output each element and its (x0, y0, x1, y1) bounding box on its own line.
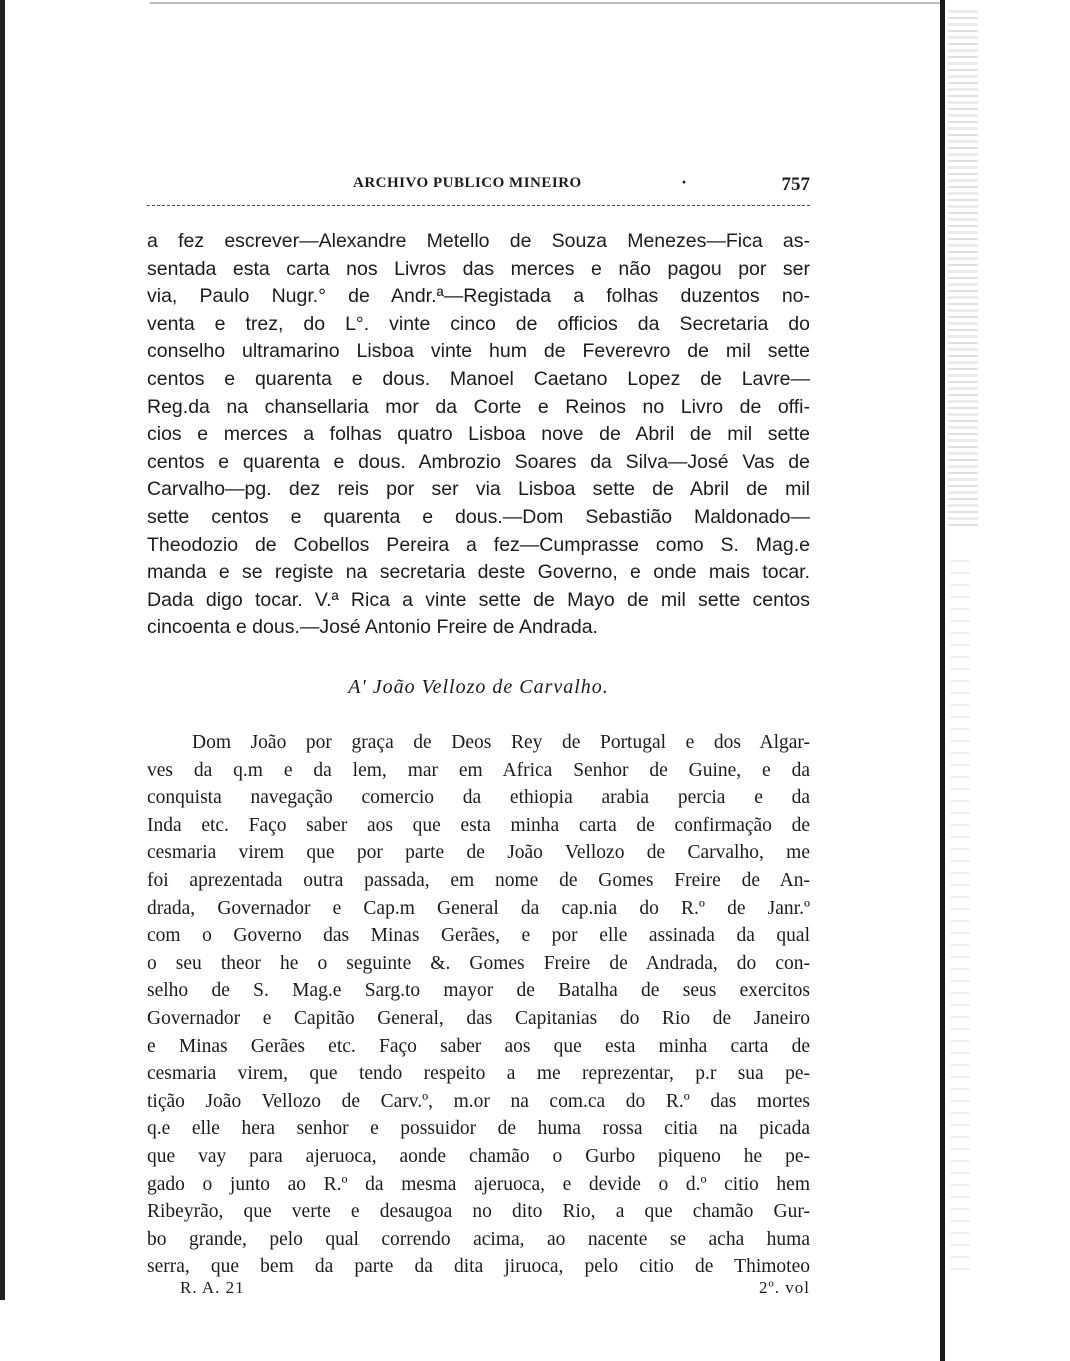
paragraph-continuation (147, 228, 810, 642)
text-line: manda e se registe na secretaria deste Governo, e onde mais tocar. (147, 561, 810, 584)
page-footer (180, 1278, 810, 1304)
text-line: conquista navegação comercio da ethiopia arabia percia e da (147, 787, 810, 809)
text-line: centos e quarenta e dous. Ambrozio Soares da Silva—José Vas de (147, 450, 810, 473)
text-line: Ribeyrão, que verte e desaugoa no dito Rio, a que chamão Gur- (147, 1201, 810, 1223)
page-number: 757 (781, 174, 810, 195)
page-left-edge-gap (0, 1300, 5, 1361)
text-line: Governador e Capitão General, das Capitanias do Rio de Janeiro (147, 1007, 810, 1029)
text-line: Dom João por graça de Deos Rey de Portugal e dos Algar- (192, 732, 810, 753)
running-header-title: ARCHIVO PUBLICO MINEIRO (353, 175, 582, 191)
text-line: gado o junto ao R.º da mesma ajeruoca, e devide o d.º citio hem (147, 1173, 810, 1195)
text-line: Dada digo tocar. V.ª Rica a vinte sette de Mayo de mil sette centos (147, 588, 810, 611)
running-header (147, 172, 810, 202)
page-left-edge (0, 0, 5, 1361)
text-line: venta e trez, do L°. vinte cinco de officios da Secretaria do (147, 312, 810, 335)
text-line: o seu theor he o seguinte &. Gomes Freire de Andrada, do con- (147, 952, 810, 974)
book-spine-edge (940, 0, 1070, 1361)
spine-texture-lower (950, 560, 970, 1280)
text-line: a fez escrever—Alexandre Metello de Souza Menezes—Fica as- (147, 230, 810, 252)
text-line: centos e quarenta e dous. Manoel Caetano Lopez de Lavre— (147, 367, 810, 390)
text-line: cesmaria virem que por parte de João Vellozo de Carvalho, me (147, 842, 810, 864)
section-heading: A' João Vellozo de Carvalho. (348, 676, 609, 698)
text-line: serra, que bem da parte da dita jiruoca, pelo citio de Thimoteo (147, 1256, 810, 1278)
text-line: selho de S. Mag.e Sarg.to mayor de Batalha de seus exercitos (147, 980, 810, 1002)
text-line: sentada esta carta nos Livros das merces e não pagou por ser (147, 257, 810, 280)
text-line: que vay para ajeruoca, aonde chamão o Gurbo piqueno he pe- (147, 1145, 810, 1167)
paragraph-letter (147, 729, 810, 1281)
text-line: Reg.da na chansellaria mor da Corte e Reinos no Livro de offi- (147, 395, 810, 418)
text-line: conselho ultramarino Lisboa vinte hum de Feverevro de mil sette (147, 340, 810, 363)
text-line: cios e merces a folhas quatro Lisboa nove de Abril de mil sette (147, 423, 810, 446)
text-line: Inda etc. Faço saber aos que esta minha carta de confirmação de (147, 814, 810, 836)
spine-border (940, 0, 945, 1361)
signature-mark: R. A. 21 (180, 1278, 245, 1297)
text-line: com o Governo das Minas Gerães, e por elle assinada da qual (147, 925, 810, 947)
text-line: cincoenta e dous.—José Antonio Freire de Andrada. (147, 616, 598, 639)
text-line: foi aprezentada outra passada, em nome de Gomes Freire de An- (147, 869, 810, 891)
spine-texture (948, 10, 978, 530)
text-line: ves da q.m e da lem, mar em Africa Senhor de Guine, e da (147, 759, 810, 781)
text-line: q.e elle hera senhor e possuidor de huma rossa citia na picada (147, 1118, 810, 1140)
volume-mark: 2º. vol (759, 1278, 810, 1297)
running-header-dot: · (681, 172, 688, 192)
header-rule (147, 205, 810, 206)
text-line: tição João Vellozo de Carv.º, m.or na com.ca do R.º das mortes (147, 1090, 810, 1112)
text-line: Theodozio de Cobellos Pereira a fez—Cumprasse como S. Mag.e (147, 533, 810, 556)
text-line: bo grande, pelo qual correndo acima, ao nacente se acha huma (147, 1228, 810, 1250)
text-line: Carvalho—pg. dez reis por ser via Lisboa sette de Abril de mil (147, 478, 810, 501)
text-line: e Minas Gerães etc. Faço saber aos que esta minha carta de (147, 1035, 810, 1057)
text-line: via, Paulo Nugr.° de Andr.ª—Registada a folhas duzentos no- (147, 285, 810, 308)
page-top-edge (150, 2, 940, 4)
text-line: cesmaria virem, que tendo respeito a me reprezentar, p.r sua pe- (147, 1063, 810, 1085)
text-line: sette centos e quarenta e dous.—Dom Sebastião Maldonado— (147, 505, 810, 528)
text-line: drada, Governador e Cap.m General da cap.nia do R.º de Janr.º (147, 897, 810, 919)
